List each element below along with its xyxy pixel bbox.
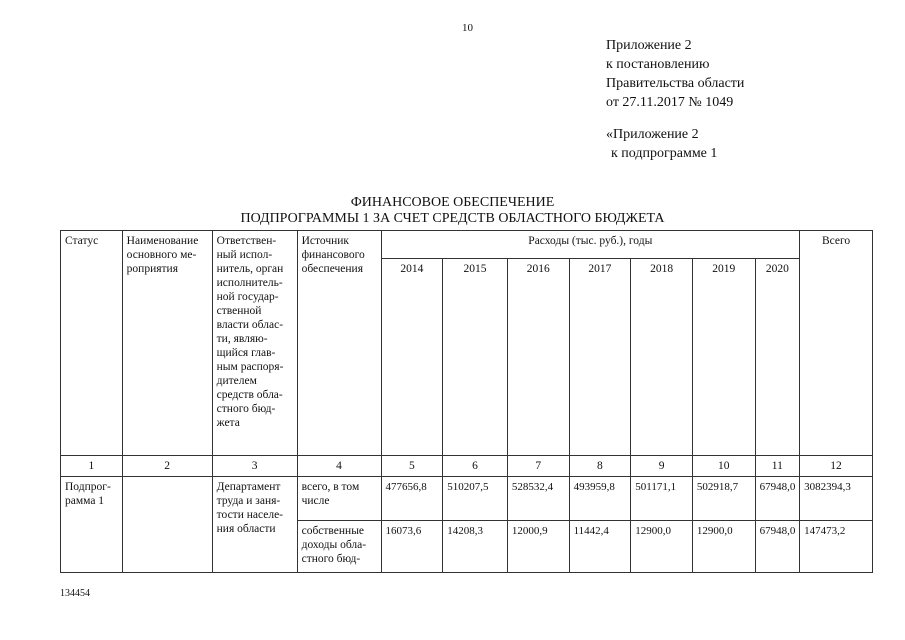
header-year: 2017 [569, 259, 631, 456]
row-value: 14208,3 [443, 521, 508, 573]
header-total: Всего [800, 231, 873, 456]
row-value: 16073,6 [381, 521, 443, 573]
header-year: 2015 [443, 259, 508, 456]
row-value: 477656,8 [381, 477, 443, 521]
sub-appendix-line: «Приложение 2 [606, 127, 699, 142]
header-executor: Ответствен-ный испол-нитель, орган исполнитель-ной государ-ственной власти облас-ти, являю-щийся глав-ным распоря-дителем средств обла-стного бюд-жета [212, 231, 297, 456]
row-status: Подпрог-рамма 1 [61, 477, 123, 573]
row-value: 12900,0 [631, 521, 693, 573]
column-number: 6 [443, 456, 508, 477]
appendix-line: к постановлению [606, 57, 710, 72]
row-value: 528532,4 [507, 477, 569, 521]
column-number: 7 [507, 456, 569, 477]
header-status: Статус [61, 231, 123, 456]
row-total: 147473,2 [800, 521, 873, 573]
row-value: 493959,8 [569, 477, 631, 521]
row-value: 12900,0 [692, 521, 755, 573]
header-year: 2019 [692, 259, 755, 456]
column-number: 2 [122, 456, 212, 477]
title-line: ФИНАНСОВОЕ ОБЕСПЕЧЕНИЕ [350, 195, 555, 210]
sub-appendix-header [606, 125, 717, 163]
header-source: Источник финансового обеспечения [297, 231, 381, 456]
column-number: 8 [569, 456, 631, 477]
column-number: 4 [297, 456, 381, 477]
row-measure [122, 477, 212, 573]
appendix-header [606, 36, 744, 112]
appendix-line: Приложение 2 [606, 38, 692, 53]
column-number: 3 [212, 456, 297, 477]
row-value: 12000,9 [507, 521, 569, 573]
row-total: 3082394,3 [800, 477, 873, 521]
document-title [0, 195, 905, 227]
table-row [61, 477, 873, 521]
header-year: 2018 [631, 259, 693, 456]
column-number: 11 [755, 456, 800, 477]
column-number: 5 [381, 456, 443, 477]
page-number: 10 [462, 22, 473, 34]
column-number: 9 [631, 456, 693, 477]
row-source: всего, в том числе [297, 477, 381, 521]
row-executor: Департамент труда и заня-тости населе-ния области [212, 477, 297, 573]
header-year: 2016 [507, 259, 569, 456]
row-source: собственные доходы обла-стного бюд- [297, 521, 381, 573]
footer-code: 134454 [60, 588, 90, 599]
appendix-line: Правительства области [606, 76, 745, 91]
appendix-line: от 27.11.2017 № 1049 [606, 95, 734, 110]
title-line: ПОДПРОГРАММЫ 1 ЗА СЧЕТ СРЕДСТВ ОБЛАСТНОГО БЮДЖЕТА [240, 211, 665, 226]
row-value: 11442,4 [569, 521, 631, 573]
row-value: 67948,0 [755, 477, 800, 521]
row-value: 501171,1 [631, 477, 693, 521]
row-value: 510207,5 [443, 477, 508, 521]
column-number: 1 [61, 456, 123, 477]
finance-table [60, 230, 873, 573]
row-value: 67948,0 [755, 521, 800, 573]
column-number: 10 [692, 456, 755, 477]
column-number: 12 [800, 456, 873, 477]
header-year: 2014 [381, 259, 443, 456]
header-expenses: Расходы (тыс. руб.), годы [381, 231, 800, 259]
header-year: 2020 [755, 259, 800, 456]
row-value: 502918,7 [692, 477, 755, 521]
sub-appendix-line: к подпрограмме 1 [611, 146, 718, 161]
header-measure: Наименование основного ме-роприятия [122, 231, 212, 456]
